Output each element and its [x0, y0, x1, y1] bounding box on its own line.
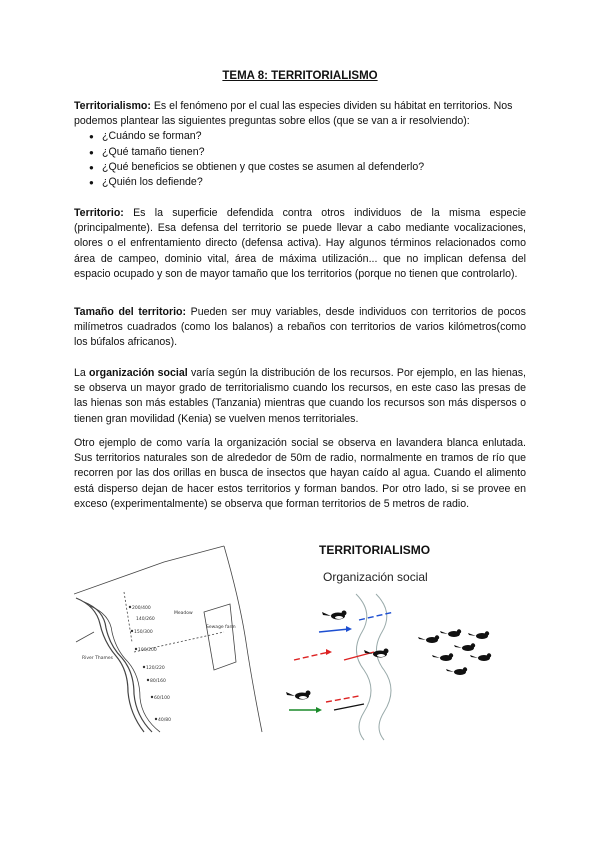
river-illustration — [356, 594, 391, 740]
paragraph-organizacion — [74, 366, 526, 427]
term-territorialismo: Territorialismo: — [74, 100, 151, 112]
wagtail-bird — [432, 653, 453, 661]
map-label: Sewage farm — [206, 625, 236, 630]
map-label: 140/260 — [136, 617, 155, 622]
figure-illustration — [74, 532, 534, 742]
wagtail-bird — [470, 653, 491, 661]
wagtail-bird — [418, 635, 439, 643]
figure-heading: TERRITORIALISMO — [319, 543, 431, 557]
figure-subheading: Organización social — [323, 570, 428, 584]
wagtail-bird — [322, 611, 347, 620]
wagtail-bird — [468, 631, 489, 639]
paragraph-territorio — [74, 206, 526, 282]
paragraph-tamano — [74, 305, 526, 351]
paragraph-text: Es la superficie defendida contra otros individuos de la misma especie (principalmente). Esa defensa del territorio se puede llevar a cabo mediante vocalizaciones, olores o el enfrentamiento directo (defensa activa). Hay algunos términos relacionados como área de campeo, dominio vital, área de máxima utilización... que no implican defensa del espacio ocupado y son de mayor tamaño que los territorios (porque no tienen que controlarlo). — [74, 207, 526, 280]
paragraph-text: Es el fenómeno por el cual las especies dividen su hábitat en territorios. Nos podemos plantear las siguientes preguntas sobre ellos (que se van a ir resolviendo): — [74, 100, 513, 128]
map-label: 200/400 — [132, 606, 151, 611]
term-territorio: Territorio: — [74, 207, 124, 219]
list-item: ● ¿Qué tamaño tienen? — [74, 145, 526, 160]
paragraph-text: La — [74, 367, 90, 379]
term-organizacion-social: organización social — [89, 367, 188, 379]
territory-map — [74, 546, 262, 732]
map-label: 60/100 — [154, 696, 170, 701]
questions-list — [74, 129, 526, 190]
map-label: Meadow — [174, 611, 193, 616]
map-label: 40/80 — [158, 718, 171, 723]
map-markers — [129, 606, 157, 720]
list-item: ● ¿Quién los defiende? — [74, 175, 526, 190]
list-item: ● ¿Qué beneficios se obtienen y que costes se asumen al defenderlo? — [74, 160, 526, 175]
wagtail-bird — [440, 629, 461, 637]
map-label: 120/220 — [146, 666, 165, 671]
list-item: ● ¿Cuándo se forman? — [74, 129, 526, 144]
map-label: River Thames — [82, 656, 113, 661]
map-label: 100/200 — [138, 648, 157, 653]
figure-territorialismo — [74, 532, 534, 742]
wagtail-bird — [286, 691, 311, 700]
paragraph-territorialismo — [74, 99, 526, 190]
paragraph-text: Otro ejemplo de como varía la organización social se observa en lavandera blanca enlutada. Sus territorios naturales son de alrededor de 50m de radio, normalmente en tramos de río que recorren por las dos orillas en busca de insectos que hayan caído al agua. Cuando el alimento está disperso dejan de hacer estos territorios y forman bandos. Por otro lado, si se provee en exceso (experimentalmente) se observa que forman territorios de 5 metros de radio. — [74, 437, 526, 510]
document-title: TEMA 8: TERRITORIALISMO — [222, 70, 378, 82]
arrow-markers — [346, 626, 352, 632]
paragraph-text: varía según la distribución de los recursos. Por ejemplo, en las hienas, se observa un mayor grado de territorialismo cuando los recursos, en este caso las presas de las hienas son más estables (Tanzania) mientras que cuando los recursos son más dispersos o tienen gran movilidad (Kenia) se vuelven menos territoriales. — [74, 367, 526, 425]
term-tamano: Tamaño del territorio: — [74, 306, 187, 318]
paragraph-text: Pueden ser muy variables, desde individuos con territorios de pocos milímetros cuadrados (como los balanos) a rebaños con territorios de varios kilómetros(como los búfalos africanos). — [74, 306, 526, 349]
wagtail-bird — [446, 667, 467, 675]
map-label: 80/160 — [150, 679, 166, 684]
paragraph-lavandera — [74, 436, 526, 512]
wagtail-bird — [454, 643, 475, 651]
map-label: 150/300 — [134, 630, 153, 635]
